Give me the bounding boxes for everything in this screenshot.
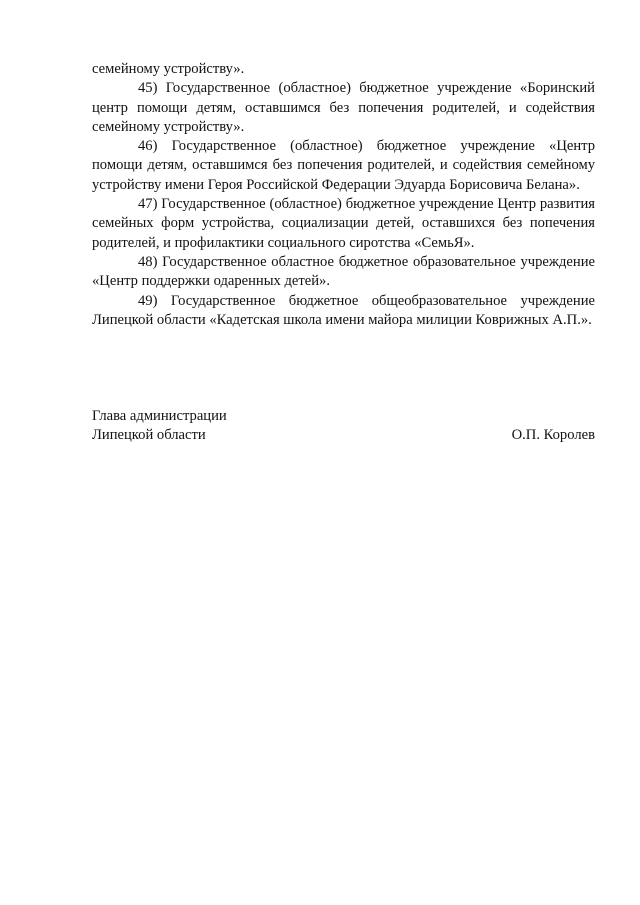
list-item-47: 47) Государственное (областное) бюджетное учреждение Центр развития семейных форм устройства, социализации детей, оставшихся без попечения родителей, и профилактики социального сиротства «СемьЯ». [92,196,595,251]
signature-row [92,426,595,445]
document-body [92,60,595,330]
signatory-name: О.П. Королев [511,427,595,444]
list-item-45: 45) Государственное (областное) бюджетное учреждение «Боринский центр помощи детям, оставшимся без попечения родителей, и содействия семейному устройству». [92,80,595,135]
list-item-48: 48) Государственное областное бюджетное образовательное учреждение «Центр поддержки одаренных детей». [92,253,595,290]
signature-block [92,407,595,446]
list-item-49: 49) Государственное бюджетное общеобразовательное учреждение Липецкой области «Кадетская школа имени майора милиции Коврижных А.П.». [92,292,595,328]
list-item-46: 46) Государственное (областное) бюджетное учреждение «Центр помощи детям, оставшимся без попечения родителей, и содействия семейному устройству имени Героя Российской Федерации Эдуарда Борисовича Белана». [92,138,595,193]
continuation-text: семейному устройству». [92,61,245,77]
signatory-position: Глава администрации [92,408,227,424]
signatory-region: Липецкой области [92,427,206,444]
